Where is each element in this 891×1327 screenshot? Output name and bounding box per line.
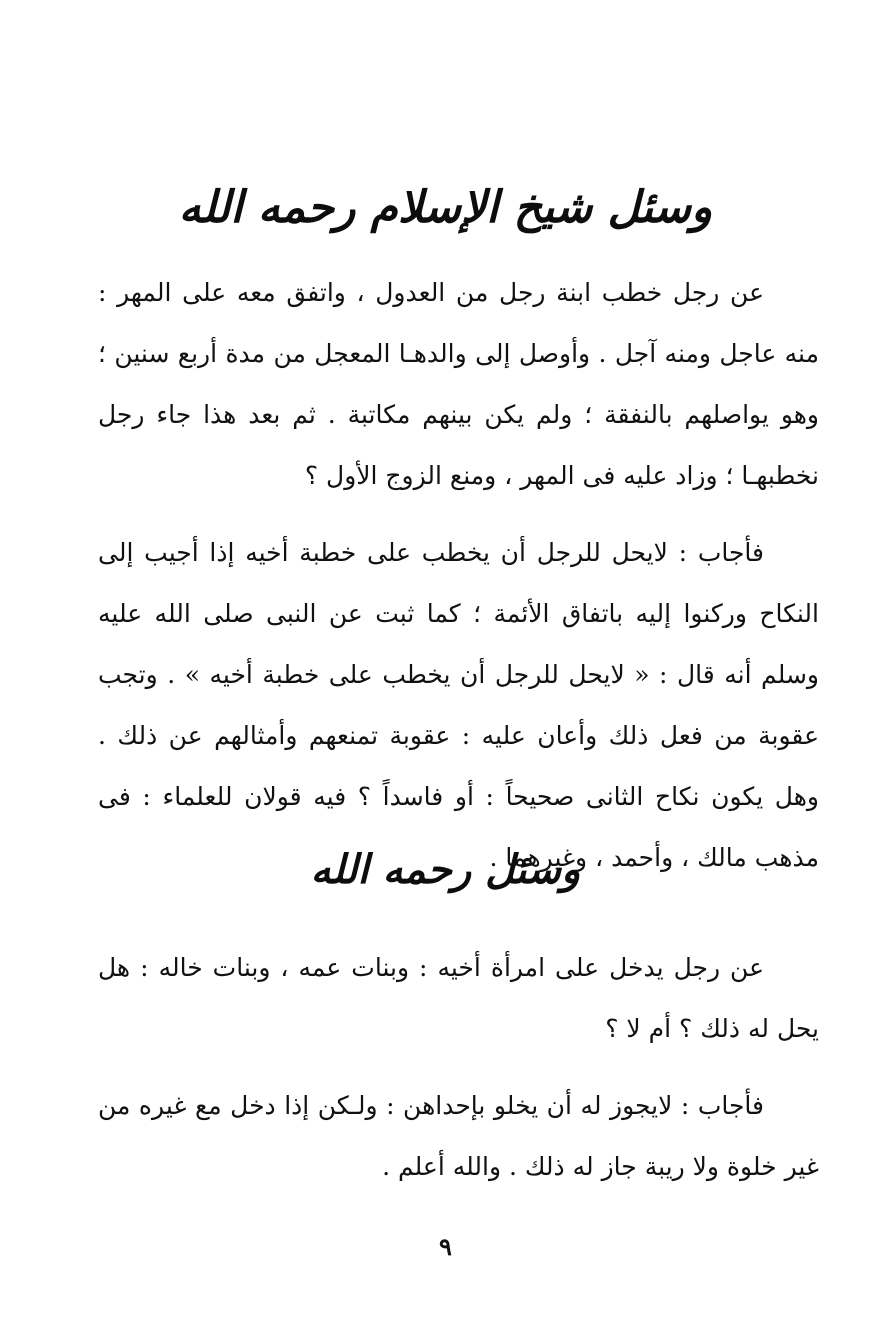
answer-paragraph-1: فأجاب : لايحل للرجل أن يخطب على خطبة أخيه إذا أجيب إلى النكاح وركنوا إليه باتفاق الأئمة ؛ كما ثبت عن النبى صلى الله عليه وسلم أنه قال : « لايحل للرجل أن يخطب على خطبة أخيه » . وتجب عقوبة من فعل ذلك وأعان عليه : عقوبة تمنعهم وأمثالهم عن ذلك . وهل يكون نكاح الثانى صحيحاً : أو فاسداً ؟ فيه قولان للعلماء : فى مذهب مالك ، وأحمد ، وغيرهما . — [98, 538, 819, 872]
question-paragraph-2: عن رجل يدخل على امرأة أخيه : وبنات عمه ، وبنات خاله : هل يحل له ذلك ؟ أم لا ؟ — [98, 953, 819, 1043]
page-number: ٩ — [439, 1232, 452, 1261]
section-heading-2: وسئل رحمه الله — [310, 846, 581, 893]
section-heading-1: وسئل شيخ الإسلام رحمه الله — [178, 182, 713, 233]
answer-paragraph-2: فأجاب : لايجوز له أن يخلو بإحداهن : ولـكن إذا دخل مع غيره من غير خلوة ولا ريبة جاز له ذلك . والله أعلم . — [98, 1091, 819, 1181]
question-paragraph-1: عن رجل خطب ابنة رجل من العدول ، واتفق معه على المهر : منه عاجل ومنه آجل . وأوصل إلى والدهـا المعجل من مدة أربع سنين ؛ وهو يواصلهم بالنفقة ؛ ولم يكن بينهم مكاتبة . ثم بعد هذا جاء رجل نخطبهـا ؛ وزاد عليه فى المهر ، ومنع الزوج الأول ؟ — [98, 278, 819, 490]
